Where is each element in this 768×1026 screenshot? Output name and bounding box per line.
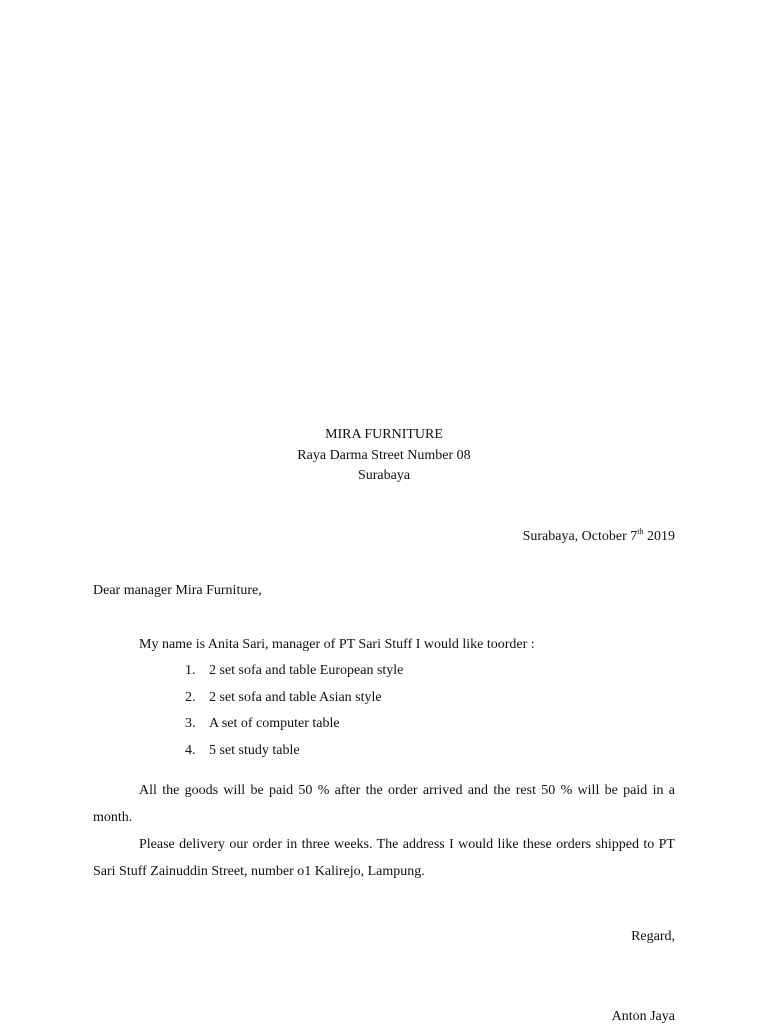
letter-date — [523, 528, 675, 546]
list-item-number: 4. — [185, 743, 196, 759]
payment-paragraph: All the goods will be paid 50 % after the order arrived and the rest 50 % will be paid in a month. — [93, 783, 675, 825]
list-item-number: 2. — [185, 689, 196, 705]
salutation: Dear manager Mira Furniture, — [93, 583, 262, 598]
list-item-text: A set of computer table — [209, 716, 340, 732]
list-item-text: 2 set sofa and table Asian style — [209, 689, 382, 705]
order-list — [185, 662, 403, 769]
company-city: Surabaya — [357, 468, 411, 483]
list-item — [185, 662, 403, 689]
date-ordinal-suffix: th — [637, 527, 644, 536]
date-year: 2019 — [643, 529, 675, 544]
intro-line: My name is Anita Sari, manager of PT Sari Stuff I would like toorder : — [139, 637, 535, 652]
list-item — [185, 715, 403, 742]
company-street: Raya Darma Street Number 08 — [297, 447, 471, 463]
list-item-text: 2 set sofa and table European style — [209, 663, 404, 678]
signature-name: Anton Jaya — [611, 1009, 675, 1024]
list-item-number: 3. — [185, 716, 196, 732]
date-prefix: Surabaya, October 7 — [522, 529, 638, 544]
closing: Regard, — [631, 929, 675, 944]
company-name: MIRA FURNITURE — [325, 427, 443, 442]
list-item — [185, 689, 403, 716]
list-item-text: 5 set study table — [209, 743, 300, 759]
letterhead — [0, 425, 768, 487]
list-item — [185, 742, 403, 769]
delivery-paragraph: Please delivery our order in three weeks. The address I would like these orders shipped to PT Sari Stuff Zainuddin Street, number o1 Kalirejo, Lampung. — [93, 837, 675, 879]
list-item-number: 1. — [185, 663, 196, 678]
